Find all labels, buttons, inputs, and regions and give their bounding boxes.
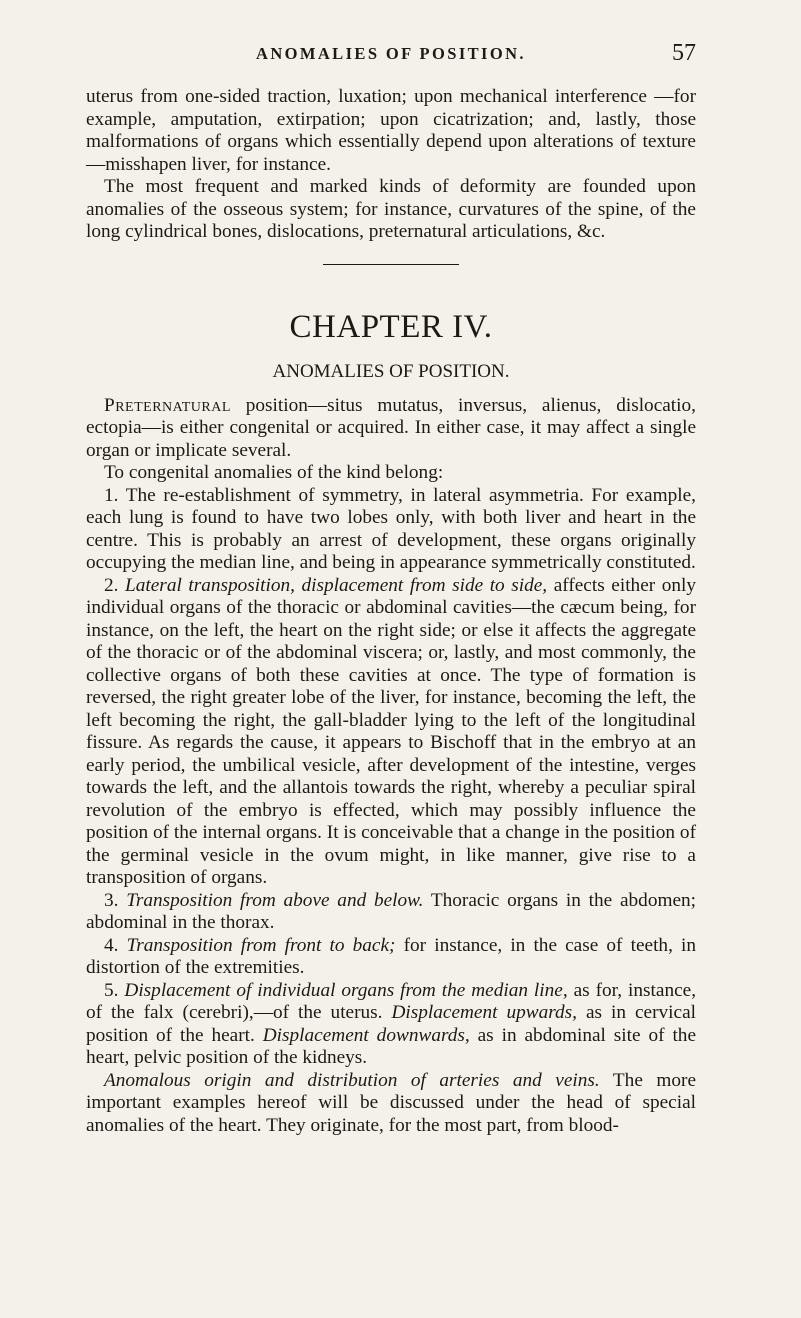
section-divider <box>323 264 459 265</box>
list-item-2 <box>86 575 696 890</box>
page-number: 57 <box>672 40 696 66</box>
paragraph-deformity: The most frequent and marked kinds of deformity are founded upon anomalies of the osseous system; for instance, curvatures of the spine, of the long cylindrical bones, dislocations, preternatural articulations, &c. <box>86 176 696 242</box>
item-heading: Transposition from above and below. <box>126 889 424 911</box>
item-text: as in abdominal site of the heart, pelvic position of the kidneys. <box>86 1024 697 1068</box>
intro-text: position—situs mutatus, inversus, alienus, dislocatio, ectopia—is either congenital or acquired. In either case, it may affect a single organ or implicate several. <box>86 394 696 461</box>
paragraph-intro <box>86 395 696 463</box>
list-item-4 <box>86 935 696 980</box>
item-number: 5. <box>104 979 125 1001</box>
page-body <box>86 86 696 1137</box>
item-number: 2. <box>104 574 126 596</box>
item-heading: Displacement of individual organs from the median line, <box>124 979 568 1001</box>
item-text: Thoracic organs in the abdomen; abdominal in the thorax. <box>86 889 697 933</box>
item-text: for instance, in the case of teeth, in distortion of the extremities. <box>86 934 697 978</box>
list-item-1: 1. The re-establishment of symmetry, in lateral asymmetria. For example, each lung is found to have two lobes only, with both liver and heart in the centre. This is probably an arrest of development, these organs originally occupying the median line, and being in appearance symmetrically constituted. <box>86 484 696 573</box>
item-subheading: Displacement downwards, <box>262 1024 470 1046</box>
item-number: 4. <box>104 934 127 956</box>
item-number: 3. <box>104 889 127 911</box>
chapter-subtitle: ANOMALIES OF POSITION. <box>272 360 510 382</box>
paragraph-arteries <box>86 1070 696 1138</box>
item-text: as in cervical position of the heart. <box>86 1002 696 1046</box>
chapter-title: CHAPTER IV. <box>289 308 493 345</box>
paragraph-congenital: To congenital anomalies of the kind belong: <box>104 462 444 483</box>
arteries-heading: Anomalous origin and distribution of arteries and veins. <box>104 1069 600 1091</box>
item-text: affects either only individual organs of the thoracic or abdominal cavities—the cæcum being, for instance, on the left, the heart on the right side; or else it affects the aggregate of the thoracic or of the abdominal viscera; or, lastly, and most commonly, the collective organs of both these cavities at once. The type of formation is reversed, the right greater lobe of the liver, for instance, becoming the left, the left becoming the right, the gall-bladder lying to the left of the longitudinal fissure. As regards the cause, it appears to Bischoff that in the embryo at an early period, the umbilical vesicle, after development of the intestine, verges towards the left, and the allantois towards the right, whereby a peculiar spiral revolution of the embryo is effected, which may possibly influence the position of the internal organs. It is conceivable that a change in the position of the germinal vesicle in the ovum might, in like manner, give rise to a transposition of organs. <box>86 574 697 888</box>
list-item-5 <box>86 980 696 1070</box>
arteries-text: The more important examples hereof will be discussed under the head of special anomalies of the heart. They originate, for the most part, from blood- <box>86 1069 696 1136</box>
list-item-3 <box>86 890 696 935</box>
running-head: ANOMALIES OF POSITION. <box>256 44 526 63</box>
item-heading: Lateral transposition, displacement from side to side, <box>125 574 548 596</box>
item-text: as for, instance, of the falx (cerebri),—of the uterus. <box>86 979 697 1023</box>
item-subheading: Displacement upwards, <box>391 1002 577 1023</box>
page-header <box>86 40 696 70</box>
paragraph-continued: uterus from one-sided traction, luxation; upon mechanical interference —for example, amputation, extirpation; upon cicatrization; and, lastly, those malformations of organs which essentially depend upon alterations of texture—misshapen liver, for instance. <box>86 86 696 175</box>
item-heading: Transposition from front to back; <box>126 934 396 956</box>
intro-lead-word: Preternatural <box>104 394 231 416</box>
